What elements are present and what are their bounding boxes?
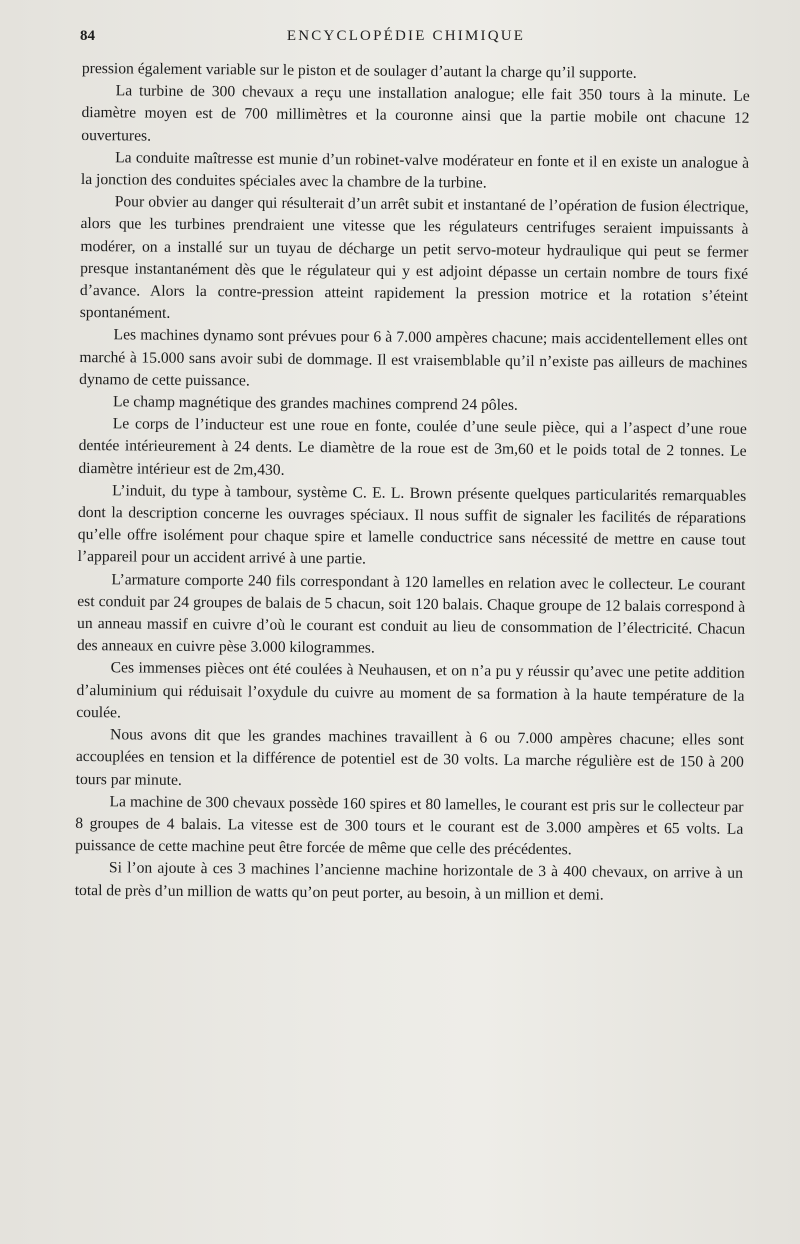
page-header (80, 28, 732, 50)
paragraph: Les machines dynamo sont prévues pour 6 à 7.000 ampères chacune; mais accidentellement elles ont marché à 15.000 sans avoir subi de dommage. Il est vraisemblable qu’il n’existe pas ailleurs de machines dynamo de cette puissance. (79, 326, 748, 390)
page-number: 84 (80, 28, 95, 44)
paragraph: L’armature comporte 240 fils correspondant à 120 lamelles en relation avec le collecteur. Le courant est conduit par 24 groupes de balais de 5 chacun, soit 120 balais. Chaque groupe de 12 balais correspond à un anneau massif en cuivre d’où le courant est conduit au lieu de consommation de l’électricité. Chacun des anneaux en cuivre pèse 3.000 kilogrammes. (76, 570, 746, 657)
paragraph: La turbine de 300 chevaux a reçu une installation analogue; elle fait 350 tours à la minute. Le diamètre moyen est de 700 millimètres et la couronne ainsi que la partie mobile ont chacune 12 ouvertures. (81, 82, 750, 145)
paragraph: Nous avons dit que les grandes machines travaillent à 6 ou 7.000 ampères chacune; elles sont accouplées en tension et la différence de potentiel est de 30 volts. La marche régulière est de 150 à 200 tours par minute. (75, 726, 745, 789)
paragraph: Le champ magnétique des grandes machines comprend 24 pôles. (112, 393, 518, 414)
paragraph: Si l’on ajoute à ces 3 machines l’ancienne machine horizontale de 3 à 400 chevaux, on arrive à un total de près d’un million de watts qu’on peut porter, au besoin, à un million et demi. (74, 859, 743, 904)
paragraph-continuation: pression également variable sur le piston et de soulager d’autant la charge qu’il supporte. (81, 59, 637, 82)
paragraph: L’induit, du type à tambour, système C. E. L. Brown présente quelques particularités remarquables dont la description concerne les ouvrages spéciaux. Il nous suffit de signaler les facilités de réparations qu’elle offre isolément pour chaque spire et lamelle conductrice sans nécessité de mettre en cause tout l’appareil pour un accident arrivé à une partie. (77, 482, 747, 568)
paragraph: La conduite maîtresse est munie d’un robinet-valve modérateur en fonte et il en existe un analogue à la jonction des conduites spéciales avec la chambre de la turbine. (80, 149, 750, 192)
paragraph: Le corps de l’inducteur est une roue en fonte, coulée d’une seule pièce, qui a l’aspect d’une roue dentée intérieurement à 24 dents. Le diamètre de la roue est de 3m,60 et le poids total de 2 tonnes. Le diamètre intérieur est de 2m,430. (78, 415, 747, 479)
paragraph: Pour obvier au danger qui résulterait d’un arrêt subit et instantané de l’opération de fusion électrique, alors que les turbines prendraient une vitesse que les régulateurs centrifuges seraient impuissants à modérer, on a installé sur un tuyau de décharge un petit servo-moteur hydraulique qui peut se fermer presque instantanément dès que le régulateur qui y est adjoint dépasse un certain nombre de tours fixé d’avance. Alors la contre-pression atteint rapidement la pression motrice et la rotation s’éteint spontanément. (79, 193, 749, 323)
paragraph: La machine de 300 chevaux possède 160 spires et 80 lamelles, le courant est pris sur le collecteur par 8 groupes de 4 balais. La vitesse est de 300 tours et le courant est de 3.000 ampères et 65 volts. La puissance de cette machine peut être forcée de même que celle des précédentes. (75, 792, 744, 859)
body-text (75, 58, 750, 908)
running-title: ENCYCLOPÉDIE CHIMIQUE (286, 28, 526, 44)
paragraph: Ces immenses pièces ont été coulées à Neuhausen, et on n’a pu y réussir qu’avec une petite addition d’aluminium qui réduisait l’oxydule du cuivre au moment de sa formation à la haute température de la coulée. (76, 659, 745, 722)
